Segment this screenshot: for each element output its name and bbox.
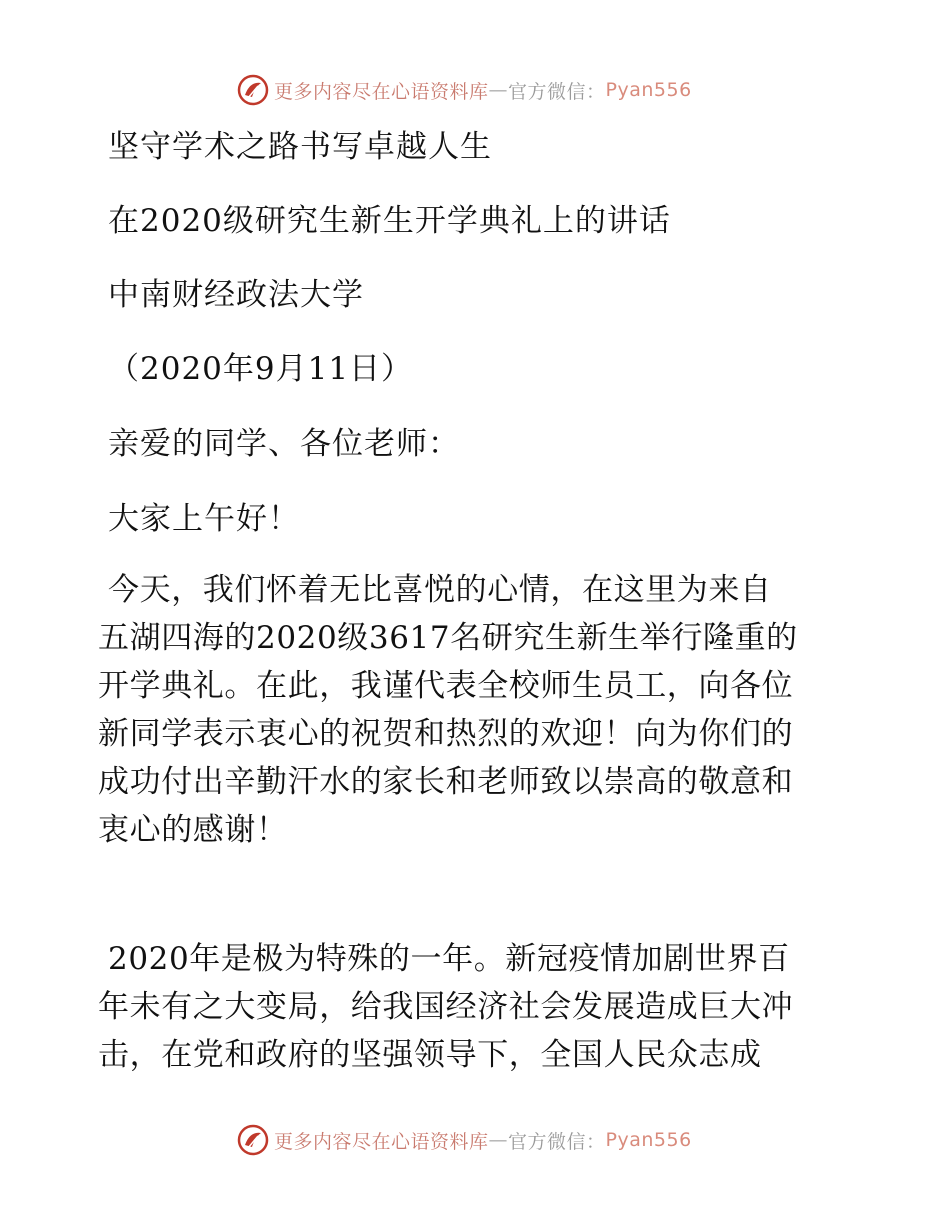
watermark-wechat-id: Pyan556: [605, 1129, 692, 1151]
paragraph-line: 年未有之大变局，给我国经济社会发展造成巨大冲: [98, 989, 794, 1025]
paragraph-line: 开学典礼。在此，我谨代表全校师生员工，向各位: [98, 668, 794, 704]
body-paragraph-2: [98, 935, 858, 1079]
watermark-brand: 更多内容尽在心语资料库: [274, 80, 489, 103]
paragraph-line: 今天，我们怀着无比喜悦的心情，在这里为来自: [108, 572, 772, 608]
watermark-wechat-id: Pyan556: [605, 79, 692, 101]
footer-watermark: [236, 1122, 692, 1158]
paragraph-line: 衷心的感谢！: [98, 812, 288, 848]
watermark-official-label: 官方微信：: [508, 1130, 606, 1153]
watermark-separator: —: [488, 79, 509, 101]
watermark-brand: 更多内容尽在心语资料库: [274, 1130, 489, 1153]
watermark-separator: —: [488, 1129, 509, 1151]
paragraph-line: 2020年是极为特殊的一年。新冠疫情加剧世界百: [108, 941, 790, 977]
document-salutation: 亲爱的同学、各位老师：: [108, 426, 460, 462]
watermark-official-label: 官方微信：: [508, 80, 606, 103]
paragraph-line: 成功付出辛勤汗水的家长和老师致以崇高的敬意和: [98, 764, 794, 800]
brand-logo-icon: [236, 73, 270, 107]
document-greeting: 大家上午好！: [108, 501, 300, 537]
header-watermark: [236, 72, 692, 108]
body-paragraph-1: [98, 566, 858, 854]
document-title: 坚守学术之路书写卓越人生: [108, 129, 492, 165]
paragraph-line: 五湖四海的2020级3617名研究生新生举行隆重的: [98, 620, 798, 656]
document-subtitle: 在2020级研究生新生开学典礼上的讲话: [108, 203, 671, 239]
document-date: （2020年9月11日）: [108, 351, 414, 387]
document-institution: 中南财经政法大学: [108, 277, 364, 313]
brand-logo-icon: [236, 1123, 270, 1157]
paragraph-line: 新同学表示衷心的祝贺和热烈的欢迎！向为你们的: [98, 716, 794, 752]
paragraph-line: 击，在党和政府的坚强领导下，全国人民众志成: [98, 1037, 762, 1073]
